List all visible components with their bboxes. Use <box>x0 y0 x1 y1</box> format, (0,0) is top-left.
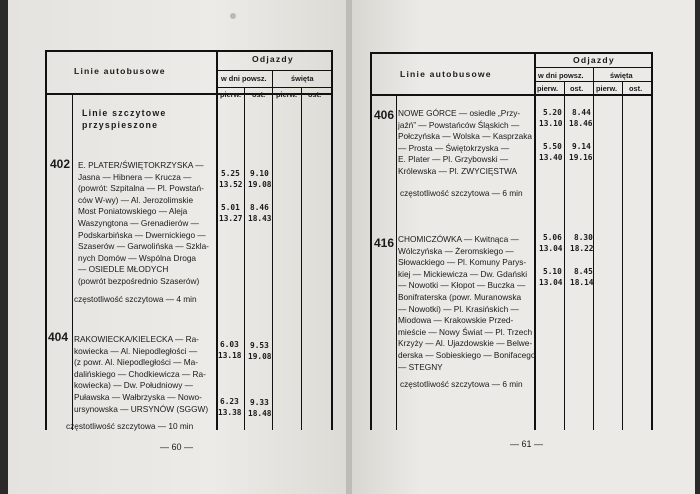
time-last: 19.16 <box>569 153 593 162</box>
left-page <box>8 0 348 494</box>
time-first: 13.04 <box>539 278 563 287</box>
table-top-border <box>370 52 653 54</box>
header-rule <box>216 70 333 71</box>
time-first: 6.23 <box>220 397 239 406</box>
column-divider <box>272 70 273 430</box>
time-first: 13.52 <box>219 180 243 189</box>
right-page <box>352 0 695 494</box>
route-line: (powrót bezpośrednio Szaserów) <box>78 275 200 286</box>
route-line: (z powr. Al. Niepodległości — Ma- <box>74 357 199 368</box>
table-right-border <box>331 50 333 430</box>
route-line: Krzyży — Al. Ujazdowskie — Belwe- <box>398 338 533 349</box>
frequency-note: częstotliwość szczytowa — 4 min <box>74 294 197 304</box>
route-line: kowiecka — Al. Niepodległości — <box>74 345 198 356</box>
page-number: — 60 — <box>160 442 194 452</box>
lines-header: Linie autobusowe <box>400 69 492 79</box>
route-number: 416 <box>374 236 395 250</box>
route-line: CHOMICZÓWKA — Kwitnąca — <box>398 234 519 244</box>
time-first: 5.20 <box>543 108 562 117</box>
route-line: (powrót: Szpitalna — Pl. Powstań- <box>78 183 204 194</box>
route-description <box>78 160 209 288</box>
route-line: Most Poniatowskiego — Aleja <box>78 206 188 217</box>
time-last: 18.22 <box>570 244 594 253</box>
time-last: 9.14 <box>572 142 591 151</box>
time-first: 5.10 <box>543 267 562 276</box>
route-line: RAKOWIECKA/KIELECKA — Ra- <box>74 334 199 344</box>
header-rule <box>216 87 333 88</box>
departures-header: Odjazdy <box>252 54 294 64</box>
column-divider <box>622 82 623 430</box>
time-first: 13.27 <box>219 214 243 223</box>
first-header: pierw. <box>276 90 298 99</box>
frequency-note: częstotliwość szczytowa — 6 min <box>400 379 523 389</box>
time-last: 18.14 <box>570 278 594 287</box>
table-right-border <box>651 52 653 430</box>
departures-header: Odjazdy <box>573 55 615 65</box>
route-line: E. Plater — Pl. Grzybowski — <box>398 154 509 165</box>
weekdays-header: w dni powsz. <box>538 71 584 80</box>
number-column-divider <box>72 94 73 430</box>
lines-header: Linie autobusowe <box>74 66 166 76</box>
route-line: derska — Sobieskiego — Bonifacego <box>398 349 536 360</box>
route-line: — STEGNY <box>398 361 443 372</box>
time-last: 18.43 <box>248 214 272 223</box>
time-last: 18.48 <box>248 409 272 418</box>
route-line: Bonifraterska (powr. Muranowska <box>398 291 522 302</box>
column-divider <box>244 88 245 430</box>
table-left-border <box>45 50 47 430</box>
first-header: pierw. <box>596 84 618 93</box>
time-last: 9.53 <box>250 341 269 350</box>
time-first: 5.06 <box>543 233 562 242</box>
time-first: 5.50 <box>543 142 562 151</box>
last-header: ost. <box>308 90 322 99</box>
number-column-divider <box>396 95 397 430</box>
time-last: 18.46 <box>569 119 593 128</box>
last-header: ost. <box>570 84 584 93</box>
route-number: 404 <box>48 330 69 344</box>
holidays-header: święta <box>610 71 633 80</box>
section-title: przyspieszone <box>82 120 159 130</box>
route-number: 402 <box>50 157 71 171</box>
column-divider <box>301 88 302 430</box>
route-line: Słowackiego — Pl. Komuny Parys- <box>398 257 527 268</box>
time-last: 8.46 <box>250 203 269 212</box>
route-line: Królewska — Pl. ZWYCIĘSTWA <box>398 165 518 176</box>
route-line: Puławska — Wałbrzyska — Nowo- <box>74 391 202 402</box>
time-first: 13.40 <box>539 153 563 162</box>
table-left-border <box>370 52 372 430</box>
time-first: 13.18 <box>218 351 242 360</box>
time-last: 19.08 <box>248 180 272 189</box>
weekdays-header: w dni powsz. <box>221 74 267 83</box>
first-header: pierw. <box>537 84 559 93</box>
column-divider <box>216 50 218 430</box>
last-header: ost. <box>629 84 643 93</box>
header-rule <box>534 67 653 68</box>
route-line: mieście — Nowy Świat — Pl. Trzech <box>398 326 533 337</box>
holidays-header: święta <box>291 74 314 83</box>
route-line: jaźń” — Powstańców Śląskich — <box>398 119 520 130</box>
route-number: 406 <box>374 108 395 122</box>
route-description <box>398 234 535 373</box>
route-line: Wólczyńska — Żeromskiego — <box>398 245 514 256</box>
frequency-note: częstotliwość szczytowa — 10 min <box>66 421 194 431</box>
route-line: — Nowotki) — Pl. Krasińskich — <box>398 303 519 314</box>
time-last: 9.10 <box>250 169 269 178</box>
route-line: Waszyngtona — Grenadierów — <box>78 217 199 228</box>
route-line: — Nowotki — Kłopot — Buczka — <box>398 280 526 291</box>
section-title: Linie szczytowe <box>82 108 167 118</box>
time-last: 8.45 <box>574 267 593 276</box>
time-last: 8.44 <box>572 108 591 117</box>
last-header: ost. <box>252 90 266 99</box>
route-line: — OSIEDLE MŁODYCH <box>78 264 169 275</box>
route-line: Połczyńska — Wolska — Kasprzaka <box>398 131 533 142</box>
frequency-note: częstotliwość szczytowa — 6 min <box>400 188 523 198</box>
route-line: NOWE GÓRCE — osiedle „Przy- <box>398 108 521 118</box>
route-line: Podskarbińska — Dwernickiego — <box>78 229 206 240</box>
ink-stain <box>230 13 236 19</box>
route-line: Jasna — Hibnera — Krucza — <box>78 171 192 182</box>
page-number: — 61 — <box>510 439 544 449</box>
time-first: 5.25 <box>221 169 240 178</box>
route-line: dalińskiego — Chodkiewicza — Ra- <box>74 368 206 379</box>
table-top-border <box>45 50 333 52</box>
time-first: 13.04 <box>539 244 563 253</box>
route-line: — Prosta — Świętokrzyska — <box>398 142 510 153</box>
first-header: pierw. <box>220 90 242 99</box>
route-description <box>398 108 532 178</box>
time-last: 9.33 <box>250 398 269 407</box>
time-first: 13.38 <box>218 408 242 417</box>
route-line: ców W-wy) — Al. Jerozolimskie <box>78 194 194 205</box>
route-line: Szaserów — Garwolińska — Szkla- <box>78 241 209 252</box>
route-line: nych Domów — Wspólna Droga <box>78 252 197 263</box>
route-line: Miodowa — Krakowskie Przed- <box>398 315 514 326</box>
time-first: 6.03 <box>220 340 239 349</box>
route-line: E. PLATER/ŚWIĘTOKRZYSKA — <box>78 160 204 170</box>
time-first: 13.10 <box>539 119 563 128</box>
time-first: 5.01 <box>221 203 240 212</box>
time-last: 8.30 <box>574 233 593 242</box>
route-description <box>74 334 208 415</box>
route-line: ursynowska — URSYNÓW (SGGW) <box>74 403 209 414</box>
route-line: kowiecka) — Dw. Południowy — <box>74 380 193 391</box>
time-last: 19.08 <box>248 352 272 361</box>
column-divider <box>564 82 565 430</box>
route-line: kiej — Mickiewicza — Dw. Gdański <box>398 268 528 279</box>
